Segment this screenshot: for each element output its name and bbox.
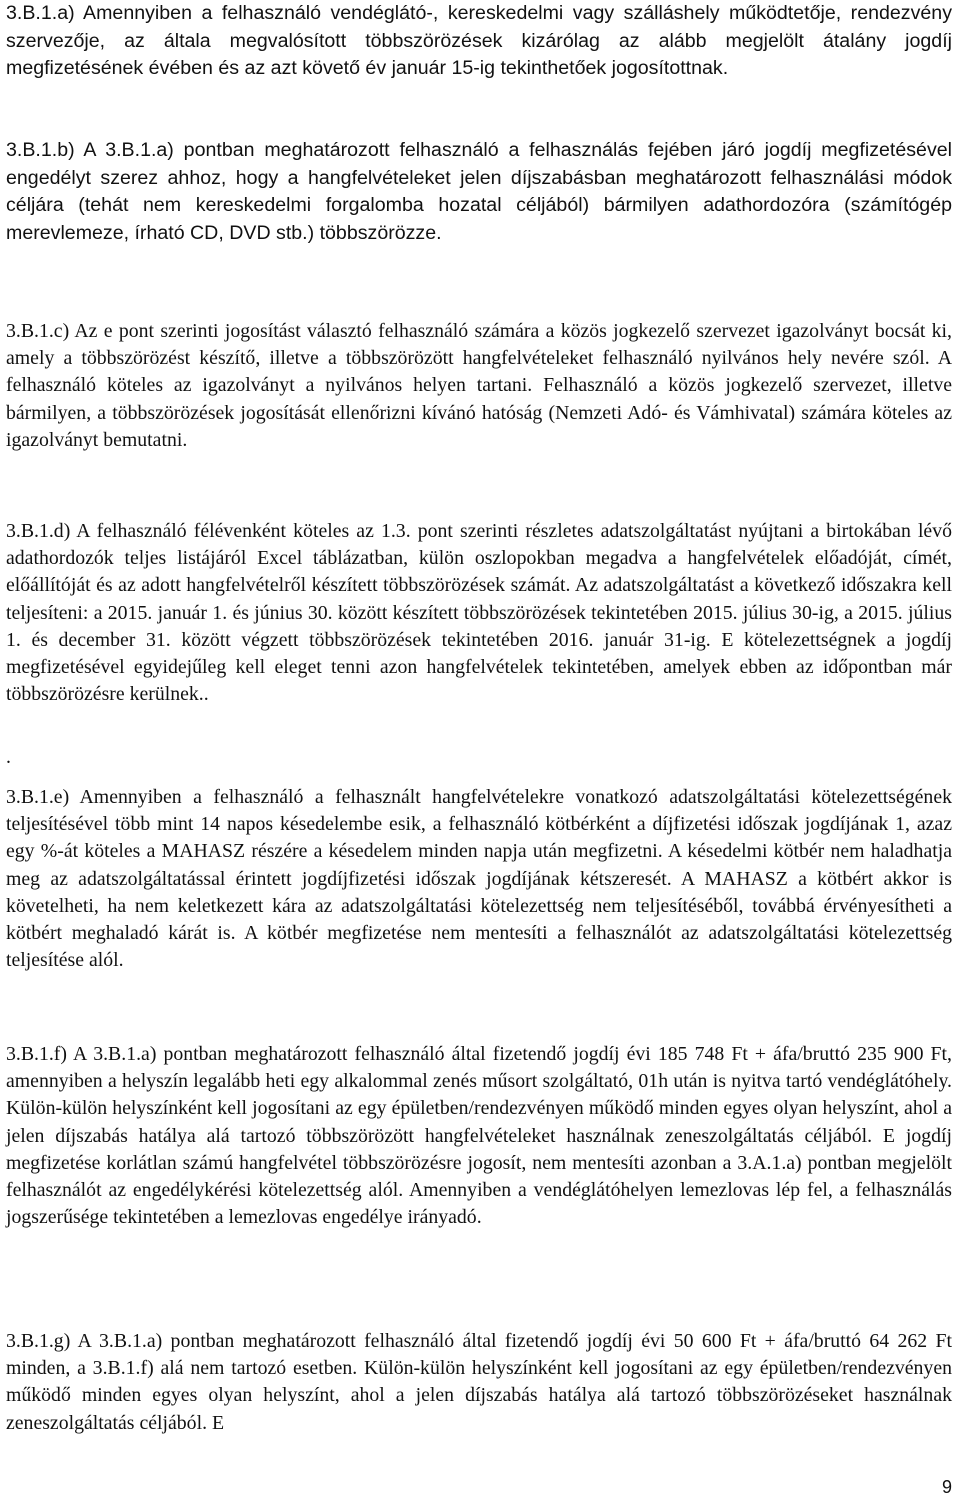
paragraph-3b1b: 3.B.1.b) A 3.B.1.a) pontban meghatározott felhasználó a felhasználás fejében járó jogdíj megfizetésével engedélyt szerez ahhoz, hogy a hangfelvételeket jelen díjszabásban meghatározott felhasználási módok céljára (tehát nem kereskedelmi forgalomba hozatal céljából) bármilyen adathordozóra (számítógép merevlemeze, írható CD, DVD stb.) többszörözze. (6, 139, 952, 244)
paragraph-3b1a: 3.B.1.a) Amennyiben a felhasználó vendéglátó-, kereskedelmi vagy szálláshely működtetője, rendezvény szervezője, az általa megvalósított többszörözések kizárólag az alább megjelölt átalány jogdíj megfizetésének évében és az azt követő év január 15-ig tekinthetőek jogosítottnak. (6, 2, 952, 80)
paragraph-3b1f: 3.B.1.f) A 3.B.1.a) pontban meghatározott felhasználó által fizetendő jogdíj évi 185 748 Ft + áfa/bruttó 235 900 Ft, amennyiben a helyszín legalább heti egy alkalommal zenés műsort szolgáltató, 01h után is nyitva tartó vendéglátóhely. Külön-külön helyszínként kell jogosítani az egy épületben/rendezvényen működő minden egyes olyan helyszínt, ahol a jelen díjszabás hatálya alá tartozó többszörözött hangfelvételeket használnak zeneszolgáltatás céljából. E jogdíj megfizetése korlátlan számú hangfelvétel többszörözésre jogosít, nem mentesíti azonban a 3.A.1.a) pontban megjelölt felhasználót az engedélykérési kötelezettség alól. Amennyiben a vendéglátóhelyen lemezlovas lép fel, a felhasználás jogszerűsége tekintetében a lemezlovas engedélye irányadó. (6, 1043, 952, 1229)
paragraph-3b1d: 3.B.1.d) A felhasználó félévenként köteles az 1.3. pont szerinti részletes adatszolgáltatást nyújtani a birtokában lévő adathordozók teljes listájáról Excel táblázatban, külön oszlopokban megadva a hangfelvételek előadóját, címét, előállítóját és az adott hangfelvételről készített többszörözések számát. Az adatszolgáltatást a következő időszakra kell teljesíteni: a 2015. január 1. és június 30. között készített többszörözések tekintetében 2015. július 30-ig, a 2015. július 1. és december 31. között végzett többszörözések tekintetében 2016. január 31-ig. E kötelezettségnek a jogdíj megfizetésével egyidejűleg kell eleget tenni azon hangfelvételek tekintetében, amelyek ebben az időpontban már többszörözésre kerülnek.. (6, 520, 952, 706)
page-number: 9 (941, 1477, 952, 1497)
paragraph-3b1g: 3.B.1.g) A 3.B.1.a) pontban meghatározott felhasználó által fizetendő jogdíj évi 50 600 Ft + áfa/bruttó 64 262 Ft minden, a 3.B.1.f) alá nem tartozó esetben. Külön-külön helyszínként kell jogosítani az egy épületben/rendezvényen működő minden egyes olyan helyszínt, ahol a jelen díjszabás hatálya alá tartozó többszörözéseket használnak zeneszolgáltatás céljából. E (6, 1330, 952, 1434)
paragraph-separator-dot: . (6, 746, 11, 768)
paragraph-3b1c: 3.B.1.c) Az e pont szerinti jogosítást választó felhasználó számára a közös jogkezelő szervezet igazolványt bocsát ki, amely a többszörözést készítő, illetve a többszörözött hangfelvételeket felhasználó nyilvános hely nevére szól. A felhasználó köteles az igazolványt a nyilvános helyen tartani. Felhasználó a közös jogkezelő szervezet, illetve bármilyen, a többszörözések jogosítását ellenőrizni kívánó hatóság (Nemzeti Adó- és Vámhivatal) számára köteles az igazolványt bemutatni. (6, 320, 952, 451)
paragraph-3b1e: 3.B.1.e) Amennyiben a felhasználó a felhasznált hangfelvételekre vonatkozó adatszolgáltatási kötelezettségének teljesítésével több mint 14 napos késedelembe esik, a felhasználó kötbérként a díjfizetési időszak jogdíjának 1, azaz egy %-át köteles a MAHASZ részére a késedelem minden napja után megfizetni. A késedelmi kötbér nem haladhatja meg az adatszolgáltatással érintett jogdíjfizetési időszak jogdíjának kétszeresét. A MAHASZ a kötbért akkor is követelheti, ha nem keletkezett kára az adatszolgáltatási kötelezettség nem teljesítéséből, továbbá érvényesítheti a kötbért meghaladó kárát is. A kötbér megfizetése nem mentesíti a felhasználót az adatszolgáltatási kötelezettség teljesítése alól. (6, 786, 952, 972)
